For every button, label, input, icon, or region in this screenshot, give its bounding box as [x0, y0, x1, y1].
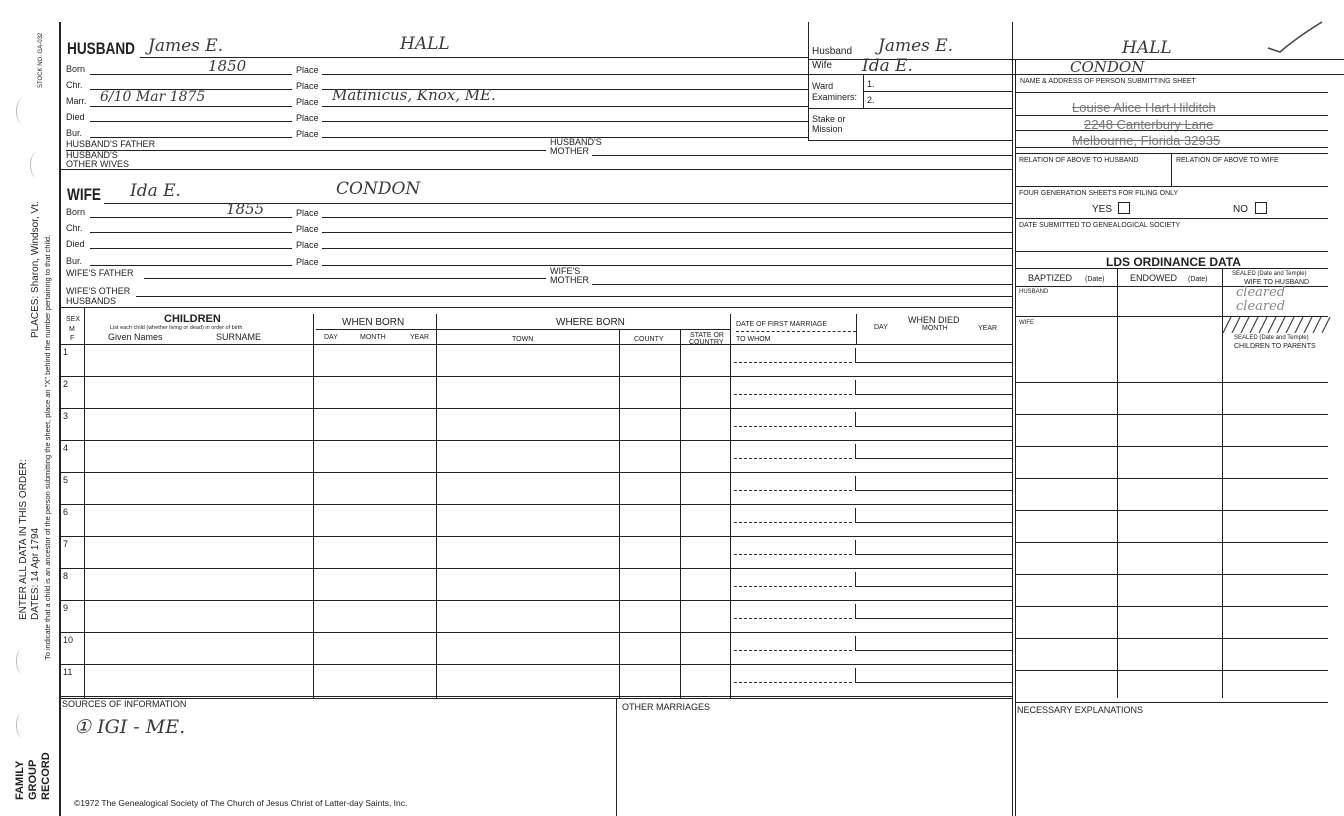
- when-born-label: WHEN BORN: [342, 317, 405, 328]
- punch-hole: [16, 98, 30, 124]
- child-row-number: 7: [63, 539, 69, 549]
- husband-bur-line: [90, 137, 292, 138]
- stake-label-1: Stake or: [812, 114, 846, 124]
- child-row-line: [60, 536, 1012, 537]
- wife-born-value: 1855: [226, 200, 265, 218]
- wife-bur-place-label: Place: [296, 257, 319, 267]
- husband-died-label: Died: [66, 112, 85, 122]
- wife-other-husbands-line: [136, 296, 1012, 297]
- lds-wife-cleared: cleared: [1236, 299, 1286, 314]
- husband-marr-place-line: [322, 106, 808, 107]
- hr-husband-given: James E.: [878, 36, 954, 56]
- child-died-line: [855, 586, 1012, 587]
- husband-other-wives-line: [60, 169, 1012, 170]
- four-gen-yes-checkbox[interactable]: [1118, 202, 1130, 214]
- col-state-divider: [730, 314, 731, 698]
- husband-other-wives-label-1: HUSBAND'S: [66, 150, 118, 160]
- wife-born-place-line: [322, 217, 1012, 218]
- when-died-label: WHEN DIED: [908, 315, 960, 325]
- child-marriage-dash: [734, 362, 852, 363]
- main-right-border: [1012, 22, 1013, 816]
- husband-died-place-label: Place: [296, 113, 319, 123]
- header-divider: [808, 22, 809, 140]
- husband-born-label: Born: [66, 64, 86, 74]
- child-died-bracket: [855, 412, 856, 426]
- wife-chr-place-label: Place: [296, 224, 319, 234]
- child-row-line: [60, 600, 1012, 601]
- submitter-line-3: [1015, 130, 1328, 131]
- husband-died-line: [90, 121, 292, 122]
- copyright-notice: ©1972 The Genealogical Society of The Church of Jesus Christ of Latter-day Saints, Inc.: [74, 798, 408, 808]
- other-marriages-divider: [616, 698, 617, 816]
- wife-died-line: [90, 248, 292, 249]
- husband-marr-place-value: Matinicus, Knox, ME.: [332, 86, 496, 104]
- form-title-group: GROUP: [27, 759, 39, 800]
- child-died-bracket: [855, 668, 856, 682]
- wife-mother-line: [592, 284, 1012, 285]
- examiners-bottom-line: [808, 108, 1012, 109]
- necessary-explanations-label: NECESSARY EXPLANATIONS: [1017, 705, 1144, 715]
- child-row-number: 8: [63, 571, 69, 581]
- child-died-bracket: [855, 476, 856, 490]
- child-row-number: 2: [63, 379, 69, 389]
- lds-sealed-children-label-2: CHILDREN TO PARENTS: [1234, 343, 1316, 350]
- husband-mother-label-2: MOTHER: [550, 146, 589, 156]
- child-marriage-dash: [734, 490, 852, 491]
- wife-bur-line: [90, 265, 292, 266]
- husband-marr-value: 6/10 Mar 1875: [100, 89, 206, 105]
- four-gen-yes-label: YES: [1092, 204, 1113, 215]
- sex-label: SEX: [66, 316, 81, 323]
- ward-label: Ward: [812, 81, 834, 91]
- hr-wife-label: Wife: [812, 60, 832, 71]
- child-died-line: [855, 618, 1012, 619]
- to-whom-label: TO WHOM: [736, 336, 771, 343]
- lds-endowed-label: ENDOWED: [1130, 273, 1177, 283]
- child-row-number: 3: [63, 411, 69, 421]
- state-label-1: STATE OR: [690, 332, 724, 339]
- husband-died-place-line: [322, 121, 808, 122]
- child-row-line: [60, 376, 1012, 377]
- children-title: CHILDREN: [164, 313, 221, 325]
- lds-col-1-divider: [1117, 268, 1118, 698]
- lds-title: LDS ORDINANCE DATA: [1106, 255, 1241, 269]
- sex-f-label: F: [70, 335, 75, 342]
- ancestor-instruction: To indicate that a child is an ancestor of the person submitting the sheet, place an "X" behind the number pertaining to that child.: [43, 234, 52, 660]
- lds-endowed-date-label: (Date): [1188, 276, 1208, 283]
- children-header-bottom-line: [60, 344, 1012, 345]
- lds-sealed-children-label-1: SEALED (Date and Temple): [1234, 335, 1309, 341]
- other-marriages-label: OTHER MARRIAGES: [622, 702, 711, 712]
- four-gen-label: FOUR GENERATION SHEETS FOR FILING ONLY: [1019, 190, 1179, 197]
- child-died-bracket: [855, 604, 856, 618]
- date-submitted-bottom-line: [1015, 251, 1328, 252]
- child-marriage-dash: [734, 458, 852, 459]
- husband-given-name: James E.: [148, 36, 224, 56]
- child-marriage-dash: [734, 586, 852, 587]
- child-row-line: [60, 664, 1012, 665]
- husband-born-line: [90, 74, 292, 75]
- lds-child-row-line: [1015, 414, 1328, 415]
- submitter-line-2: [1015, 115, 1328, 116]
- lds-child-row-line: [1015, 606, 1328, 607]
- sealed-hatch-icon: [1223, 317, 1331, 333]
- child-died-bracket: [855, 508, 856, 522]
- husband-born-value: 1850: [208, 57, 247, 75]
- lds-child-row-line: [1015, 638, 1328, 639]
- submitter-name: Louise Alice Hart Hilditch: [1072, 100, 1216, 115]
- husband-other-wives-label-2: OTHER WIVES: [66, 159, 130, 169]
- lds-baptized-label: BAPTIZED: [1028, 273, 1073, 283]
- child-died-bracket: [855, 380, 856, 394]
- wife-label: WIFE: [67, 185, 101, 204]
- child-marriage-dash: [734, 394, 852, 395]
- wife-chr-line: [90, 232, 292, 233]
- col-marriage-divider: [856, 314, 857, 344]
- wife-other-husbands-label-1: WIFE'S OTHER: [66, 286, 131, 296]
- wife-chr-label: Chr.: [66, 223, 83, 233]
- husband-chr-label: Chr.: [66, 80, 83, 90]
- submitter-city: Melbourne, Florida 32935: [1072, 133, 1221, 148]
- hr-husband-surname: HALL: [1122, 38, 1172, 58]
- relation-wife-label: RELATION OF ABOVE TO WIFE: [1176, 157, 1279, 164]
- wife-given-name: Ida E.: [130, 181, 181, 201]
- husband-surname: HALL: [400, 34, 450, 54]
- lds-child-row-line: [1015, 702, 1328, 703]
- places-instruction: PLACES: Sharon, Windsor, Vt.: [30, 201, 41, 338]
- submitter-line-4: [1015, 147, 1328, 148]
- child-row-number: 1: [63, 347, 69, 357]
- form-title-record: RECORD: [40, 752, 52, 800]
- lds-child-row-line: [1015, 542, 1328, 543]
- sources-value: ① IGI - ME.: [74, 716, 186, 738]
- submitter-street: 2248 Canterbury Lane: [1084, 117, 1214, 132]
- hr-wife-line: [808, 74, 1344, 75]
- submitter-line-1: [1015, 92, 1328, 93]
- lds-title-underline: [1015, 268, 1328, 269]
- husband-born-place-label: Place: [296, 65, 319, 75]
- county-label: COUNTY: [634, 336, 664, 343]
- child-row-number: 10: [63, 635, 74, 645]
- given-names-label: Given Names: [108, 332, 163, 342]
- husband-mother-label-1: HUSBAND'S: [550, 137, 602, 147]
- stake-label-2: Mission: [812, 124, 843, 134]
- child-died-bracket: [855, 572, 856, 586]
- lds-child-row-line: [1015, 382, 1328, 383]
- husband-marr-place-label: Place: [296, 97, 319, 107]
- child-marriage-dash: [734, 426, 852, 427]
- husband-mother-line: [592, 155, 1012, 156]
- examiners-label: Examiners:: [812, 92, 858, 102]
- first-marriage-dash: [736, 331, 856, 332]
- date-submitted-label: DATE SUBMITTED TO GENEALOGICAL SOCIETY: [1019, 222, 1181, 229]
- state-label-2: COUNTRY: [689, 339, 724, 346]
- child-died-bracket: [855, 348, 856, 362]
- wife-died-place-label: Place: [296, 240, 319, 250]
- husband-chr-place-label: Place: [296, 81, 319, 91]
- child-row-number: 11: [63, 667, 73, 677]
- stake-bottom-line: [808, 140, 1012, 141]
- four-gen-no-label: NO: [1233, 204, 1248, 215]
- husband-marr-line: [90, 106, 292, 107]
- col-town-divider: [619, 329, 620, 698]
- surname-label: SURNAME: [216, 332, 262, 342]
- child-died-line: [855, 362, 1012, 363]
- examiner-1-line: [864, 91, 1012, 92]
- child-row-number: 9: [63, 603, 69, 613]
- wife-mother-label-1: WIFE'S: [550, 266, 581, 276]
- four-gen-no-checkbox[interactable]: [1255, 202, 1267, 214]
- stock-number: STOCK NO. GA-032: [38, 32, 44, 88]
- town-label: TOWN: [512, 336, 534, 343]
- husband-label: HUSBAND: [67, 39, 135, 58]
- form-title-family: FAMILY: [14, 760, 26, 800]
- died-month-label: MONTH: [922, 325, 948, 332]
- child-died-bracket: [855, 444, 856, 458]
- when-born-underline: [316, 329, 436, 330]
- lds-husband-cleared: cleared: [1236, 285, 1286, 300]
- wife-father-label: WIFE'S FATHER: [66, 268, 134, 278]
- child-marriage-dash: [734, 618, 852, 619]
- child-died-bracket: [855, 636, 856, 650]
- wife-bur-place-line: [322, 265, 1012, 266]
- husband-bur-label: Bur.: [66, 128, 83, 138]
- children-table-bottom-line: [60, 698, 1012, 699]
- lds-child-row-line: [1015, 510, 1328, 511]
- died-year-label: YEAR: [978, 325, 998, 332]
- wife-bur-label: Bur.: [66, 256, 83, 266]
- lds-child-row-line: [1015, 478, 1328, 479]
- died-day-label: DAY: [874, 324, 888, 331]
- col-county-divider: [680, 329, 681, 698]
- lds-child-row-line: [1015, 670, 1328, 671]
- child-row-line: [60, 568, 1012, 569]
- wife-father-line: [144, 278, 546, 279]
- child-row-line: [60, 472, 1012, 473]
- lds-husband-label: HUSBAND: [1019, 289, 1049, 295]
- col-names-divider: [313, 314, 314, 698]
- lds-child-row-line: [1015, 446, 1328, 447]
- wife-mother-label-2: MOTHER: [550, 275, 589, 285]
- child-row-number: 6: [63, 507, 69, 517]
- child-died-line: [855, 522, 1012, 523]
- born-month-label: MONTH: [360, 334, 386, 341]
- children-instruction: List each child (whether living or dead) in order of birth: [110, 325, 243, 331]
- wife-surname: CONDON: [336, 179, 421, 199]
- wife-chr-place-line: [322, 232, 1012, 233]
- lds-baptized-date-label: (Date): [1085, 276, 1105, 283]
- wife-born-label: Born: [66, 207, 86, 217]
- col-sex-divider: [84, 308, 85, 698]
- order-instruction: ENTER ALL DATA IN THIS ORDER:: [18, 459, 29, 620]
- relation-divider: [1171, 153, 1172, 186]
- wife-other-husbands-label-2: HUSBANDS: [66, 296, 117, 306]
- child-row-number: 4: [63, 443, 69, 453]
- where-born-label: WHERE BORN: [556, 317, 625, 328]
- husband-father-label: HUSBAND'S FATHER: [66, 139, 156, 149]
- punch-hole: [16, 648, 30, 674]
- sex-m-label: M: [69, 326, 75, 333]
- lds-child-row-line: [1015, 574, 1328, 575]
- child-died-line: [855, 554, 1012, 555]
- child-died-line: [855, 426, 1012, 427]
- child-died-line: [855, 650, 1012, 651]
- lds-sealed-wife-label-2: WIFE TO HUSBAND: [1244, 279, 1310, 286]
- punch-hole: [16, 712, 30, 738]
- examiner-1: 1.: [867, 79, 875, 89]
- sources-label: SOURCES OF INFORMATION: [62, 699, 187, 709]
- child-row-line: [60, 504, 1012, 505]
- child-marriage-dash: [734, 554, 852, 555]
- wife-died-label: Died: [66, 239, 85, 249]
- hr-wife-surname: CONDON: [1070, 58, 1145, 76]
- born-year-label: YEAR: [410, 334, 430, 341]
- child-died-line: [855, 490, 1012, 491]
- husband-marr-label: Marr.: [66, 96, 87, 106]
- four-gen-bottom-line: [1015, 218, 1328, 219]
- child-row-line: [60, 696, 1012, 697]
- lds-sealed-wife-label-1: SEALED (Date and Temple): [1232, 271, 1307, 277]
- where-born-underline: [437, 329, 731, 330]
- checkmark-icon: [1266, 20, 1326, 56]
- child-row-line: [60, 440, 1012, 441]
- child-row-line: [60, 408, 1012, 409]
- born-day-label: DAY: [324, 334, 338, 341]
- husband-born-place-line: [322, 74, 808, 75]
- husband-father-line: [66, 150, 546, 151]
- child-row-number: 5: [63, 475, 69, 485]
- submitter-label: NAME & ADDRESS OF PERSON SUBMITTING SHEET: [1020, 78, 1196, 85]
- husband-bur-place-label: Place: [296, 129, 319, 139]
- lds-wife-label: WIFE: [1019, 320, 1034, 326]
- examiner-2: 2.: [867, 95, 875, 105]
- dates-instruction: DATES: 14 Apr 1794: [30, 527, 41, 620]
- child-died-line: [855, 458, 1012, 459]
- child-row-line: [60, 632, 1012, 633]
- child-died-line: [855, 394, 1012, 395]
- hr-wife-given: Ida E.: [862, 56, 913, 76]
- col-bornyear-divider: [436, 314, 437, 698]
- child-marriage-dash: [734, 650, 852, 651]
- child-died-bracket: [855, 540, 856, 554]
- wife-born-place-label: Place: [296, 208, 319, 218]
- child-marriage-dash: [734, 522, 852, 523]
- child-marriage-dash: [734, 682, 852, 683]
- wife-section-bottom-line: [60, 307, 1012, 308]
- relation-bottom-line: [1015, 186, 1328, 187]
- first-marriage-label: DATE OF FIRST MARRIAGE: [736, 321, 828, 328]
- wife-died-place-line: [322, 248, 1012, 249]
- punch-hole: [30, 152, 44, 178]
- child-died-line: [855, 682, 1012, 683]
- relation-husband-label: RELATION OF ABOVE TO HUSBAND: [1019, 157, 1139, 164]
- hr-husband-label: Husband: [812, 46, 853, 57]
